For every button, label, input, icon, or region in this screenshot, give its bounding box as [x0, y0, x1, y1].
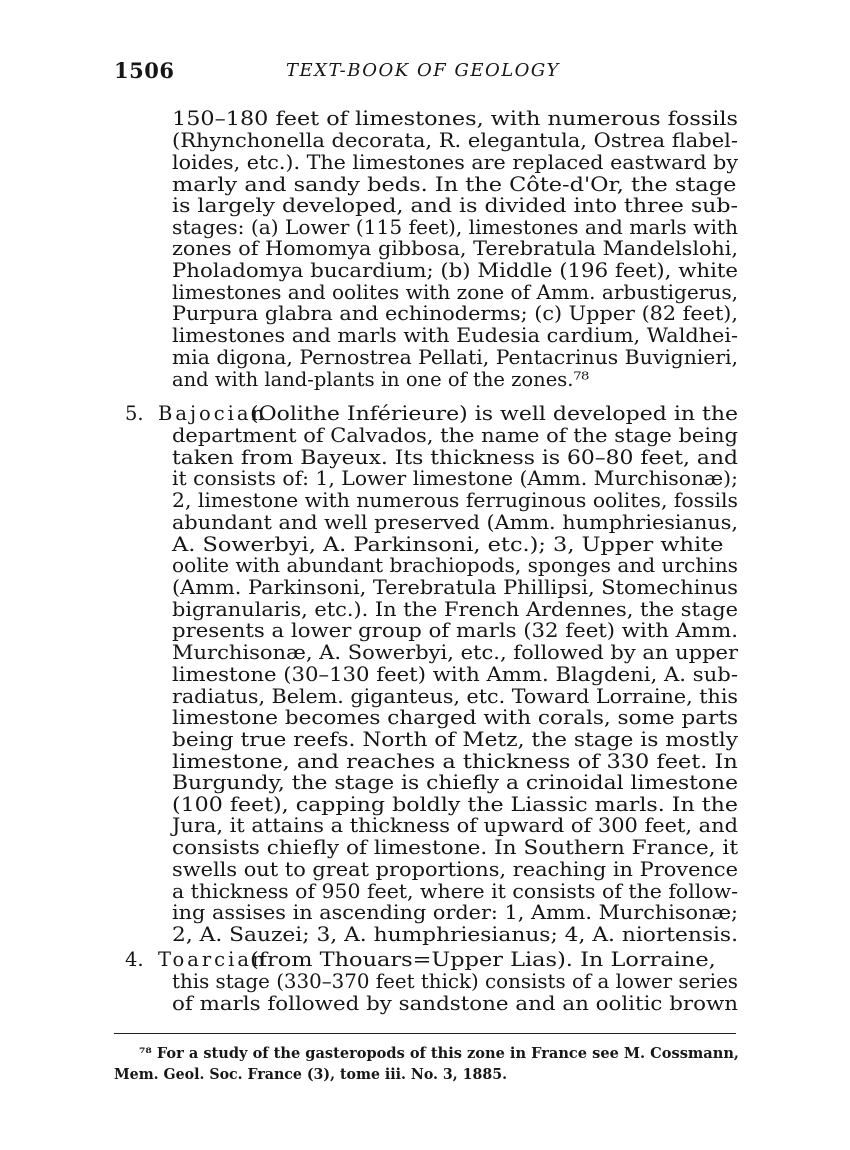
text-line: Murchisonæ, A. Sowerbyi, etc., followed by an upper	[172, 641, 739, 664]
text-line: a thickness of 950 feet, where it consists of the follow-	[172, 880, 739, 903]
text-line: (Oolithe Inférieure) is well developed in the	[250, 402, 739, 425]
list-number-4: 4.	[125, 948, 144, 971]
text-line: limestone, and reaches a thickness of 330 feet. In	[172, 750, 738, 773]
footnote-line: ⁷⁸ For a study of the gasteropods of this zone in France see M. Cossmann,	[139, 1045, 740, 1062]
text-line: being true reefs. North of Metz, the stage is mostly	[172, 728, 738, 751]
text-line: Burgundy, the stage is chiefly a crinoidal limestone	[172, 771, 738, 794]
text-line: marly and sandy beds. In the Côte-d'Or, the stage	[172, 173, 737, 196]
text-line: is largely developed, and is divided into three sub-	[172, 194, 739, 217]
text-line: stages: (a) Lower (115 feet), limestones and marls with	[172, 216, 738, 239]
text-line: limestones and marls with Eudesia cardium, Waldhei-	[172, 324, 738, 347]
text-line: and with land-plants in one of the zones.⁷⁸	[172, 368, 590, 391]
text-line: presents a lower group of marls (32 feet) with Amm.	[172, 619, 738, 642]
footnote-line: Mem. Geol. Soc. France (3), tome iii. No. 3, 1885.	[114, 1066, 508, 1083]
text-line: taken from Bayeux. Its thickness is 60–80 feet, and	[172, 446, 738, 469]
text-line: oolite with abundant brachiopods, sponges and urchins	[172, 554, 738, 577]
text-line: mia digona, Pernostrea Pellati, Pentacrinus Buvignieri,	[172, 346, 739, 369]
text-line: limestones and oolites with zone of Amm. arbustigerus,	[172, 281, 739, 304]
text-line: consists chiefly of limestone. In Southern France, it	[172, 836, 738, 859]
text-line: limestone (30–130 feet) with Amm. Blagdeni, A. sub-	[172, 663, 739, 686]
page-header	[114, 58, 738, 88]
text-line: department of Calvados, the name of the stage being	[172, 424, 738, 447]
text-line: this stage (330–370 feet thick) consists of a lower series	[172, 970, 738, 993]
text-line: ing assises in ascending order: 1, Amm. Murchisonæ;	[172, 901, 739, 924]
stage-term-bajocian: Bajocian	[158, 402, 268, 425]
text-line: bigranularis, etc.). In the French Ardennes, the stage	[172, 598, 739, 621]
text-line: (Amm. Parkinsoni, Terebratula Phillipsi, Stomechinus	[172, 576, 738, 599]
text-line: Pholadomya bucardium; (b) Middle (196 feet), white	[172, 259, 738, 282]
page-number: 1506	[114, 58, 175, 83]
text-line: loides, etc.). The limestones are replaced eastward by	[172, 151, 738, 174]
list-number-5: 5.	[125, 402, 144, 425]
running-title: TEXT-BOOK OF GEOLOGY	[286, 60, 560, 81]
text-line: (Rhynchonella decorata, R. elegantula, Ostrea flabel-	[172, 129, 739, 152]
text-line: swells out to great proportions, reaching in Provence	[172, 858, 739, 881]
text-line: 2, A. Sauzei; 3, A. humphriesianus; 4, A. niortensis.	[172, 923, 738, 946]
text-line: it consists of: 1, Lower limestone (Amm. Murchisonæ);	[172, 467, 738, 490]
text-line: limestone becomes charged with corals, some parts	[172, 706, 738, 729]
text-line: (100 feet), capping boldly the Liassic marls. In the	[172, 793, 739, 816]
text-line: abundant and well preserved (Amm. humphriesianus,	[172, 511, 739, 534]
text-line: 2, limestone with numerous ferruginous oolites, fossils	[172, 489, 739, 512]
text-line: radiatus, Belem. giganteus, etc. Toward Lorraine, this	[172, 685, 739, 708]
text-line: Jura, it attains a thickness of upward of 300 feet, and	[172, 814, 738, 837]
text-line: 150–180 feet of limestones, with numerous fossils	[172, 107, 739, 130]
text-line: A. Sowerbyi, A. Parkinsoni, etc.); 3, Upper white	[172, 533, 724, 556]
footnote-divider	[114, 1033, 736, 1034]
text-line: zones of Homomya gibbosa, Terebratula Mandelslohi,	[172, 237, 739, 260]
text-line: (from Thouars=Upper Lias). In Lorraine,	[250, 948, 716, 971]
stage-term-toarcian: Toarcian	[158, 948, 268, 971]
text-line: of marls followed by sandstone and an oolitic brown	[172, 992, 738, 1015]
text-line: Purpura glabra and echinoderms; (c) Upper (82 feet),	[172, 302, 738, 325]
